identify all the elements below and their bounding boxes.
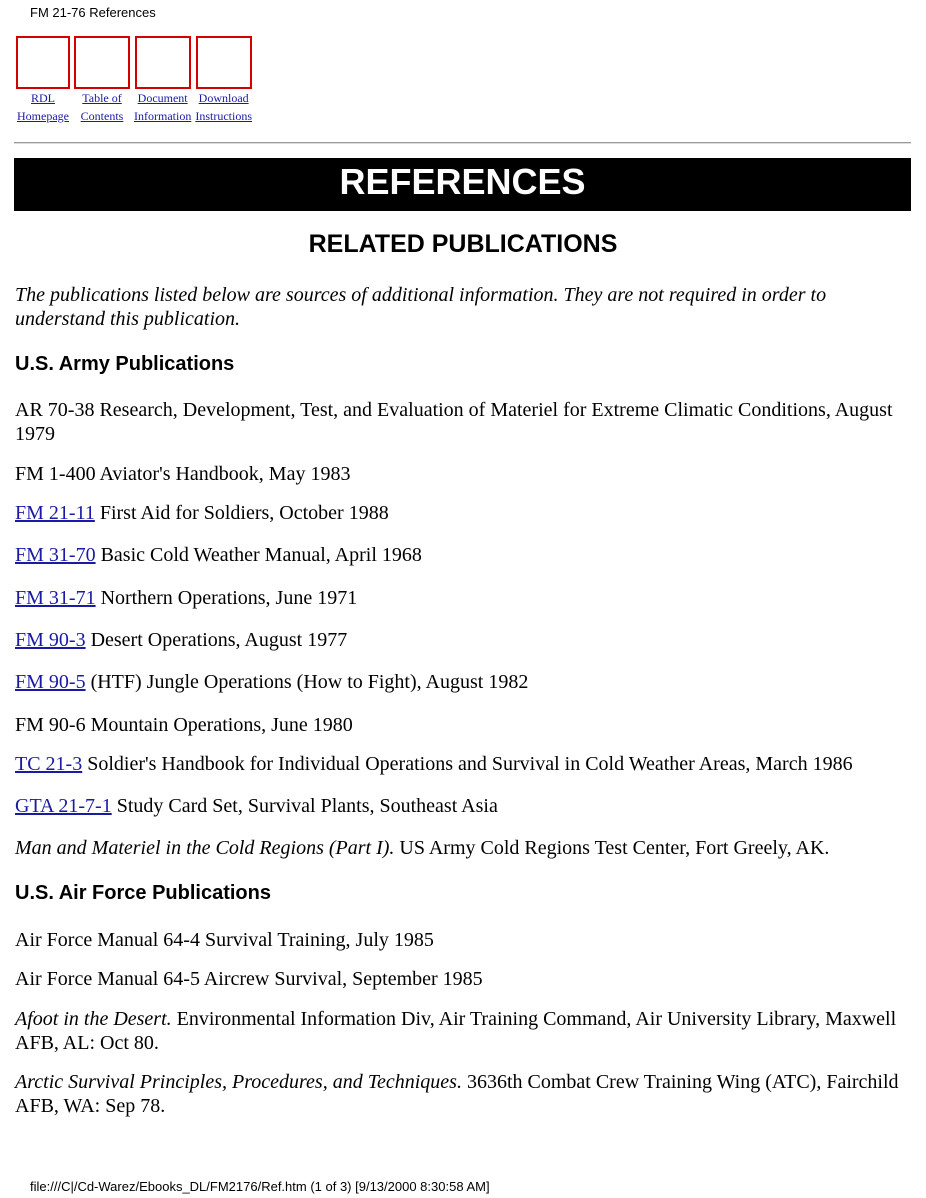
reference-item: FM 90-6 Mountain Operations, June 1980 bbox=[15, 714, 353, 736]
page-footer: file:///C|/Cd-Warez/Ebooks_DL/FM2176/Ref.htm (1 of 3) [9/13/2000 8:30:58 AM] bbox=[30, 1179, 490, 1194]
download-instructions-icon[interactable] bbox=[196, 36, 252, 89]
reference-item: Air Force Manual 64-4 Survival Training, July 1985 bbox=[15, 929, 434, 951]
reference-item: AR 70-38 Research, Development, Test, and Evaluation of Materiel for Extreme Climatic Conditions, August 1979 bbox=[15, 399, 893, 445]
reference-item: FM 31-71 Northern Operations, June 1971 bbox=[15, 587, 358, 609]
reference-link[interactable]: FM 31-71 bbox=[15, 587, 96, 609]
airforce-section-title: U.S. Air Force Publications bbox=[15, 882, 271, 904]
reference-item: Man and Materiel in the Cold Regions (Part I). US Army Cold Regions Test Center, Fort Greely, AK. bbox=[15, 837, 830, 859]
reference-link[interactable]: FM 21-11 bbox=[15, 502, 95, 524]
divider bbox=[14, 142, 911, 144]
document-information-icon[interactable] bbox=[135, 36, 191, 89]
page-header-title: FM 21-76 References bbox=[30, 5, 156, 20]
reference-item: GTA 21-7-1 Study Card Set, Survival Plants, Southeast Asia bbox=[15, 795, 498, 817]
nav-download-instructions[interactable] bbox=[195, 36, 252, 125]
reference-item: FM 90-5 (HTF) Jungle Operations (How to Fight), August 1982 bbox=[15, 671, 529, 693]
nav-label[interactable]: Document Information bbox=[134, 91, 192, 123]
reference-link[interactable]: FM 90-3 bbox=[15, 629, 86, 651]
reference-item: TC 21-3 Soldier's Handbook for Individual Operations and Survival in Cold Weather Areas, March 1986 bbox=[15, 753, 853, 775]
reference-item: FM 90-3 Desert Operations, August 1977 bbox=[15, 629, 348, 651]
reference-link[interactable]: FM 90-5 bbox=[15, 671, 86, 693]
nav-bar bbox=[16, 36, 256, 125]
section-heading: RELATED PUBLICATIONS bbox=[308, 230, 618, 258]
nav-label[interactable]: RDL Homepage bbox=[17, 91, 69, 123]
nav-label[interactable]: Download Instructions bbox=[195, 91, 252, 123]
reference-item: Air Force Manual 64-5 Aircrew Survival, September 1985 bbox=[15, 968, 483, 990]
nav-document-information[interactable] bbox=[134, 36, 191, 125]
reference-link[interactable]: FM 31-70 bbox=[15, 544, 96, 566]
reference-item: Arctic Survival Principles, Procedures, and Techniques. 3636th Combat Crew Training Wing (ATC), Fairchild AFB, WA: Sep 78. bbox=[15, 1071, 899, 1117]
page-banner: REFERENCES bbox=[14, 158, 911, 211]
reference-item: FM 31-70 Basic Cold Weather Manual, April 1968 bbox=[15, 544, 422, 566]
nav-table-of-contents[interactable] bbox=[74, 36, 130, 125]
reference-item: Afoot in the Desert. Environmental Information Div, Air Training Command, Air University Library, Maxwell AFB, AL: Oct 80. bbox=[15, 1008, 897, 1054]
table-of-contents-icon[interactable] bbox=[74, 36, 130, 89]
rdl-homepage-icon[interactable] bbox=[16, 36, 70, 89]
army-section-title: U.S. Army Publications bbox=[15, 353, 235, 375]
reference-item: FM 1-400 Aviator's Handbook, May 1983 bbox=[15, 463, 351, 485]
reference-item: FM 21-11 First Aid for Soldiers, October 1988 bbox=[15, 502, 389, 524]
nav-rdl-homepage[interactable] bbox=[16, 36, 70, 125]
reference-link[interactable]: GTA 21-7-1 bbox=[15, 795, 112, 817]
nav-label[interactable]: Table of Contents bbox=[80, 91, 124, 123]
reference-link[interactable]: TC 21-3 bbox=[15, 753, 83, 775]
intro-text: The publications listed below are sources of additional information. They are not required in order to understand this publication. bbox=[15, 284, 827, 330]
